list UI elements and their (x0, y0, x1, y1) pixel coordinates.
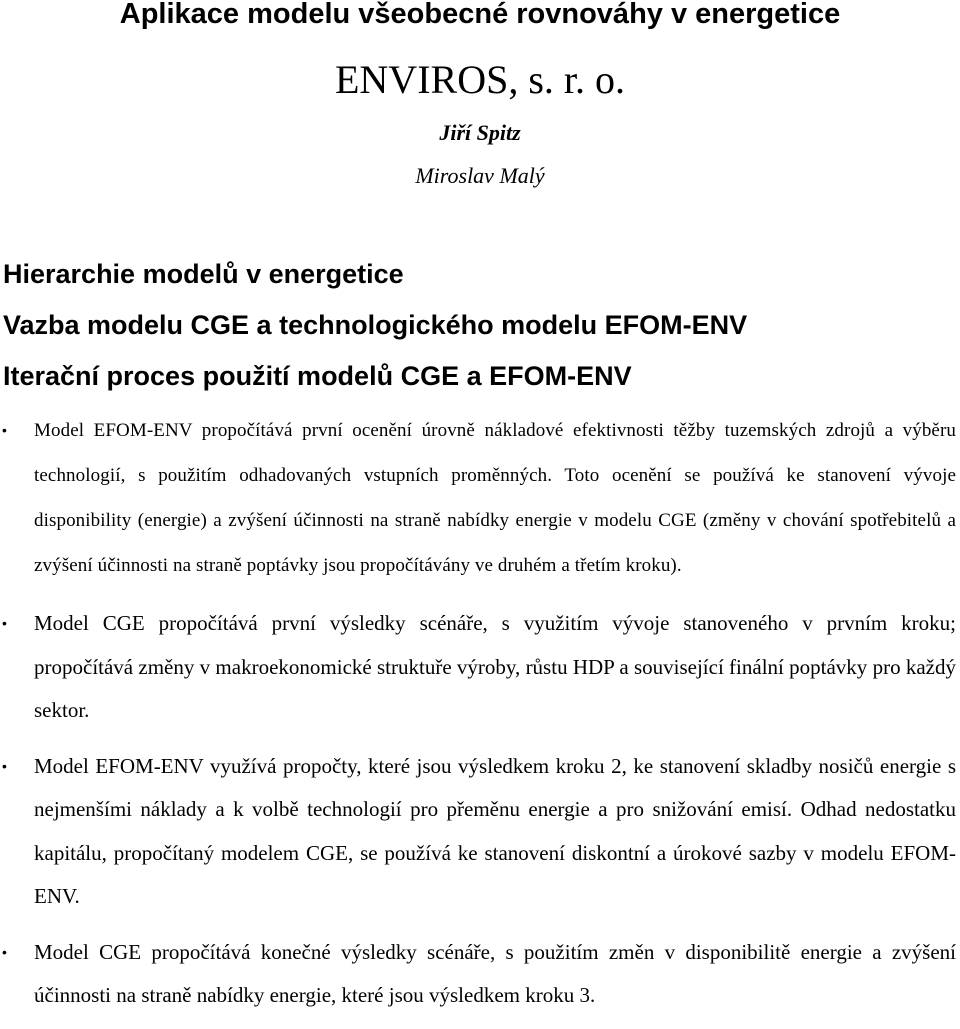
list-item (0, 408, 960, 588)
list-item-text: Model CGE propočítává první výsledky scénáře, s využitím vývoje stanoveného v prvním kroku; propočítává změny v makroekonomické struktuře výroby, růstu HDP a související finální poptávky pro každý sektor. (34, 611, 956, 722)
list-item-text: Model CGE propočítává konečné výsledky scénáře, s použitím změn v disponibilitě energie a zvýšení účinnosti na straně nabídky energie, které jsou výsledkem kroku 3. (34, 939, 956, 1007)
section-heading: Iterační proces použití modelů CGE a EFOM-ENV (3, 361, 632, 391)
list-item (0, 602, 960, 733)
bullet-icon: • (2, 943, 7, 960)
bullet-icon: • (2, 757, 7, 774)
author-name: Jiří Spitz (439, 120, 521, 145)
list-item-text: Model EFOM-ENV využívá propočty, které jsou výsledkem kroku 2, ke stanovení skladby nosičů energie s nejmenšími náklady a k volbě technologií pro přeměnu energie a pro snižování emisí. Odhad nedostatku kapitálu, propočítaný modelem CGE, se používá ke stanovení diskontní a úrokové sazby v modelu EFOM-ENV. (34, 753, 956, 908)
section-heading: Vazba modelu CGE a technologického modelu EFOM-ENV (3, 310, 748, 340)
list-item (0, 745, 960, 919)
bullet-list (0, 408, 960, 1018)
section-heading: Hierarchie modelů v energetice (3, 259, 404, 289)
list-item-text: Model EFOM-ENV propočítává první ocenění úrovně nákladové efektivnosti těžby tuzemských zdrojů a výběru technologií, s použitím odhadovaných vstupních proměnných. Toto ocenění se používá ke stanovení vývoje disponibility (energie) a zvýšení účinnosti na straně nabídky energie v modelu CGE (změny v chování spotřebitelů a zvýšení účinnosti na straně poptávky jsou propočítávány ve druhém a třetím kroku). (34, 420, 956, 576)
document-title: Aplikace modelu všeobecné rovnováhy v energetice (119, 0, 841, 30)
bullet-icon: • (2, 615, 7, 631)
bullet-icon: • (2, 422, 8, 438)
organization-name: ENVIROS, s. r. o. (334, 57, 626, 102)
list-item (0, 931, 960, 1018)
author-name: Miroslav Malý (415, 163, 545, 188)
